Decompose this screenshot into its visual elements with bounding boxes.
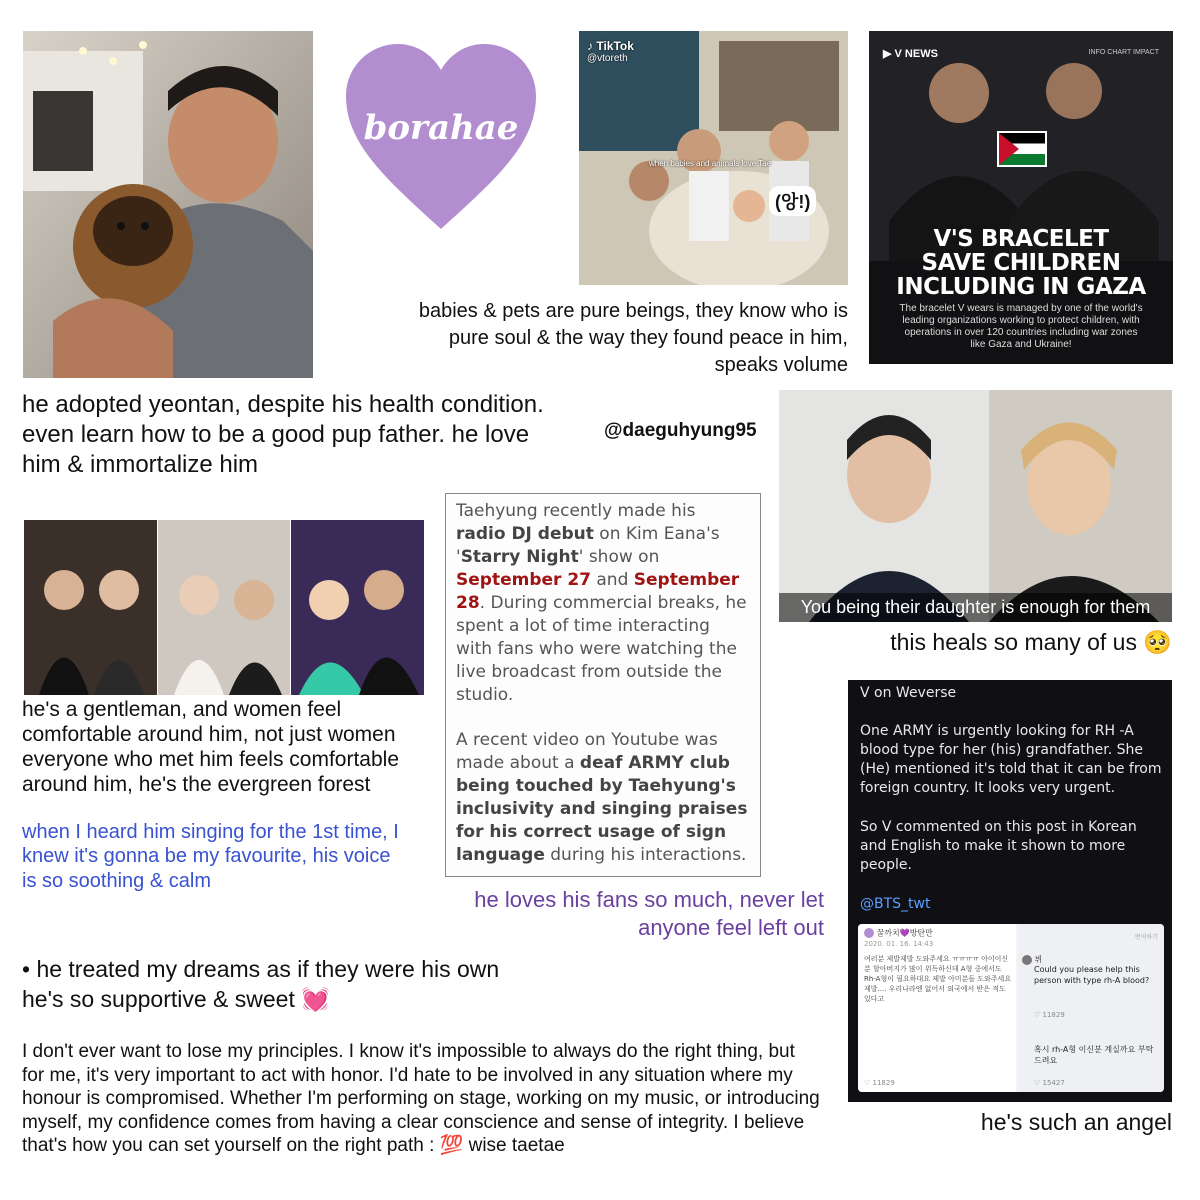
weverse-paragraph-1: One ARMY is urgently looking for RH -A blood type for her (his) grandfather. She (He) mentioned it's told that it can be from foreign country. It looks very urgent.: [860, 723, 1162, 796]
caption-angel: he's such an angel: [980, 1109, 1172, 1135]
yeontan-photo: [23, 31, 313, 378]
yeontan-photo-art: [23, 31, 313, 378]
tiktok-logo-icon: ♪: [587, 39, 597, 53]
reply-user: 뷔: [1034, 955, 1043, 964]
like-icon: ♡: [864, 1079, 873, 1087]
daughter-subtitle: You being their daughter is enough for them: [779, 593, 1172, 622]
tiktok-video-art: [579, 31, 848, 285]
caption-singing: when I heard him singing for the 1st time, I knew it's gonna be my favourite, his voice is so soothing & calm: [22, 821, 399, 892]
women-collage-art: [24, 520, 424, 695]
pleading-face-icon: 🥺: [1143, 630, 1172, 656]
post-date: 2020. 01. 16. 14:43: [864, 939, 934, 948]
vnews-tag: INFO CHART IMPACT: [1088, 49, 1159, 56]
tiktok-app-name: TikTok: [596, 39, 634, 53]
hundred-points-icon: 💯: [439, 1134, 464, 1157]
radio-dj-article: [445, 493, 761, 877]
caption-heals: [832, 628, 1172, 657]
article-paragraph-2: A recent video on Youtube was made about a deaf ARMY club being touched by Taehyung's inclusivity and singing praises for his correct usage of sign language during his interactions.: [456, 730, 748, 865]
article-paragraph-1: Taehyung recently made his radio DJ debut on Kim Eana's 'Starry Night' show on September 27 and September 28. During commercial breaks, he spent a lot of time interacting with fans who were watching the live broadcast from outside the studio.: [456, 501, 747, 705]
daughter-photo-art: [779, 390, 1172, 622]
quote-tail: wise taetae: [468, 1135, 565, 1157]
post-body: 여러분 제발제발 도와주세요 ㅠㅠㅠㅠ 아이이신분 할아버지가 많이 위독하신데 A형 중에서도 Rh-A형이 필요하대요 제발 아미분들 도와주세요 제발.... 우리나라엔 없어서 외국에서 받은 적도 있다고: [864, 955, 1012, 1003]
post-avatar-icon: [864, 928, 874, 938]
vnews-headline-1: V'S BRACELET: [933, 226, 1109, 252]
vnews-headline-3: INCLUDING IN GAZA: [896, 274, 1146, 300]
reply-count-1: 11829: [1042, 1011, 1065, 1019]
caption-dreams-line-1: • he treated my dreams as if they were his own: [22, 956, 500, 982]
caption-dreams: [22, 954, 622, 1015]
weverse-handle[interactable]: @BTS_twt: [860, 896, 931, 912]
caption-babies-pets: babies & pets are pure beings, they know who is pure soul & the way they found peace in him, speaks volume: [418, 300, 848, 376]
weverse-embedded-post: [858, 924, 1164, 1092]
tiktok-bubble: (앙!): [769, 186, 816, 216]
reply-like-icon-2: ♡: [1034, 1079, 1043, 1087]
tiktok-video[interactable]: [579, 31, 848, 285]
caption-heals-text: this heals so many of us: [890, 629, 1137, 655]
quote-text: I don't ever want to lose my principles. I know it's impossible to always do the right thing, but for me, it's very important to act with honor. I'd hate to be involved in any situation where my honour is compromised. Whether I'm performing on stage, working on my music, or introducing myself, my confidence comes from having a clear conscience and sense of integrity. I believe that's how you can set yourself on the right path :: [22, 1041, 820, 1157]
reply-avatar-icon: [1022, 955, 1032, 965]
principles-quote: [22, 1040, 822, 1158]
vnews-card: [869, 31, 1173, 364]
caption-gentleman: he's a gentleman, and women feel comfortable around him, not just women everyone who met him feels comfortable around him, he's the evergreen forest: [22, 698, 400, 796]
borahae-heart: [346, 44, 536, 234]
post-count: 11829: [872, 1079, 895, 1087]
play-icon: ▶: [883, 48, 895, 60]
reply-like-icon: ♡: [1034, 1011, 1043, 1019]
post-user: 꿀까치💜방탄만: [876, 928, 933, 938]
tiktok-subtitle: when babies and animals love Tae: [649, 159, 772, 168]
reply-count-2: 15427: [1042, 1079, 1065, 1087]
vnews-body: The bracelet V wears is managed by one of the world's leading organizations working to protect children, with operations in over 120 countries including war zones like Gaza and Ukraine!: [899, 303, 1143, 350]
reply-korean: 혹시 rh-A형 이신분 계실까요 부탁드려요: [1034, 1045, 1154, 1065]
vnews-headline-2: SAVE CHILDREN: [921, 250, 1121, 276]
credit-handle: @daeguhyung95: [604, 420, 757, 441]
daughter-photo: [779, 390, 1172, 622]
caption-dreams-line-2: he's so supportive & sweet: [22, 986, 295, 1012]
reply-english: Could you please help this person with type rh-A blood?: [1034, 965, 1150, 985]
tiktok-user: @vtoreth: [587, 53, 628, 64]
palestine-flag-icon: [997, 131, 1047, 167]
caption-yeontan: he adopted yeontan, despite his health condition. even learn how to be a good pup father. he love him & immortalize him: [22, 391, 544, 478]
borahae-text: borahae: [363, 108, 519, 148]
caption-fans: he loves his fans so much, never let anyone feel left out: [474, 887, 824, 940]
growing-heart-icon: 💓: [301, 987, 330, 1013]
reply-tag: 번역하기: [1134, 934, 1158, 941]
women-collage: [24, 520, 424, 695]
weverse-screenshot: [848, 680, 1172, 1102]
weverse-title: V on Weverse: [860, 685, 957, 701]
vnews-brand: V NEWS: [894, 48, 938, 60]
weverse-paragraph-2: So V commented on this post in Korean and English to make it shown to more people.: [860, 819, 1137, 873]
